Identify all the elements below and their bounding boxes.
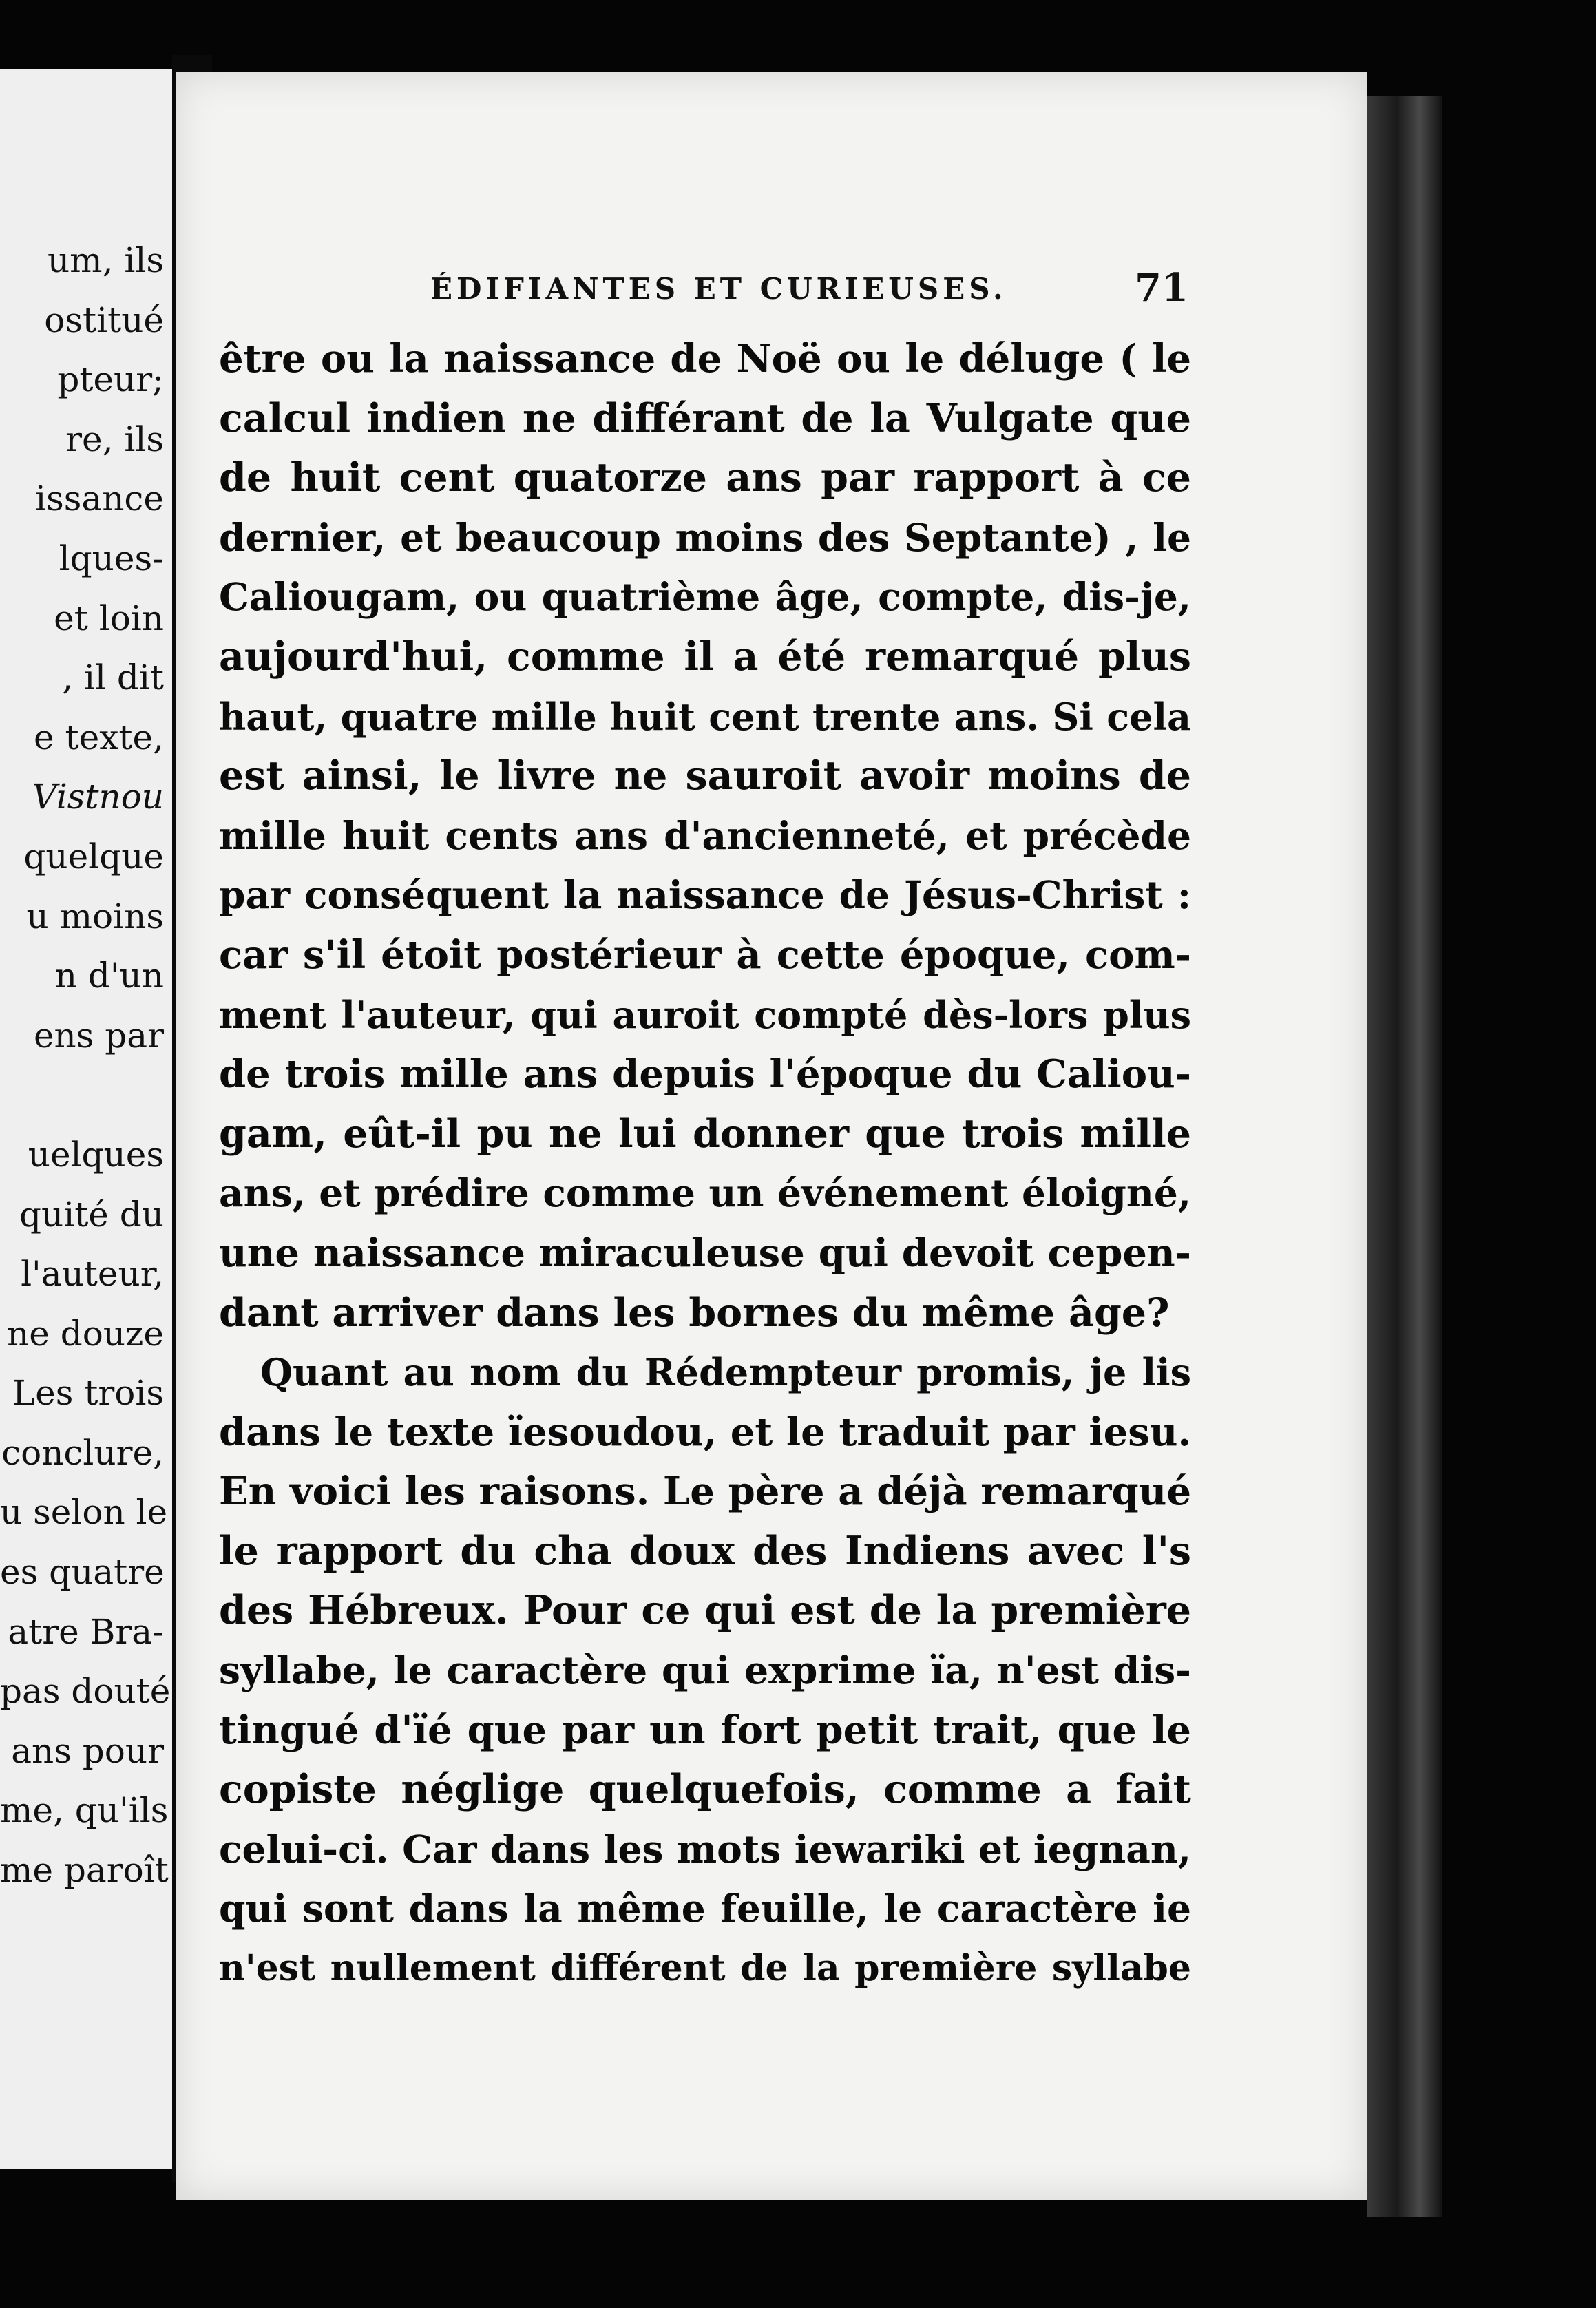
facing-line (0, 1065, 172, 1125)
facing-line: me paroît (0, 1850, 169, 1891)
text-line: dans le texte ïesoudou, et le traduit par iesu. (219, 1409, 1191, 1455)
text-line: tingué d'ïé que par un fort petit trait, que le (219, 1707, 1191, 1753)
facing-line: es quatre (0, 1552, 165, 1593)
body-text (219, 329, 1191, 1999)
facing-line: , il dit (62, 658, 164, 698)
text-line: gam, eût-il pu ne lui donner que trois mille (219, 1110, 1191, 1157)
text-line: qui sont dans la même feuille, le caractère ie (219, 1886, 1191, 1931)
facing-line: conclure, (1, 1432, 164, 1473)
text-line: haut, quatre mille huit cent trente ans. Si cela (219, 694, 1191, 739)
paragraph-end-line: dant arriver dans les bornes du même âge? (219, 1289, 1170, 1336)
text-line: calcul indien ne différant de la Vulgate que (219, 395, 1191, 441)
text-line: ment l'auteur, qui auroit compté dès-lors plus (219, 992, 1191, 1037)
facing-line: uelques (28, 1134, 164, 1175)
facing-line: Vistnou (32, 777, 164, 817)
facing-line: ens par (33, 1015, 164, 1056)
text-line: être ou la naissance de Noë ou le déluge ( le (219, 336, 1191, 381)
facing-line: e texte, (34, 717, 164, 757)
text-line: est ainsi, le livre ne sauroit avoir moins de (219, 753, 1191, 799)
text-line: mille huit cents ans d'ancienneté, et précède (219, 812, 1191, 858)
text-line: copiste néglige quelquefois, comme a fait (219, 1766, 1191, 1813)
text-line: dernier, et beaucoup moins des Septante) , le (219, 514, 1191, 560)
facing-page-fragment (0, 69, 172, 2169)
facing-line: ans pour (11, 1730, 164, 1771)
text-line: le rapport du cha doux des Indiens avec l's (219, 1527, 1191, 1574)
paragraph-start-line: Quant au nom du Rédempteur promis, je lis (260, 1350, 1191, 1395)
facing-line: ostitué (44, 300, 164, 340)
facing-line: l'auteur, (21, 1254, 164, 1294)
facing-line: u selon le (0, 1492, 168, 1533)
text-line: car s'il étoit postérieur à cette époque, com- (219, 932, 1191, 978)
text-line: de huit cent quatorze ans par rapport à ce (219, 454, 1191, 501)
page-number: 71 (1135, 265, 1188, 311)
text-line: ans, et prédire comme un événement éloigné, (219, 1171, 1191, 1216)
facing-line: n d'un (54, 956, 164, 996)
facing-line: quité du (19, 1194, 164, 1235)
facing-line: pteur; (57, 359, 164, 400)
text-line: celui-ci. Car dans les mots iewariki et iegnan, (219, 1826, 1191, 1871)
text-line: En voici les raisons. Le père a déjà remarqué (219, 1469, 1191, 1515)
facing-line: Les trois (12, 1373, 164, 1414)
text-line: par conséquent la naissance de Jésus-Christ : (219, 872, 1191, 918)
running-head: ÉDIFIANTES ET CURIEUSES. (430, 272, 1007, 306)
text-line: n'est nullement différent de la première syllabe (219, 1947, 1191, 1990)
text-line: Caliougam, ou quatrième âge, compte, dis-je, (219, 574, 1191, 620)
text-line: syllabe, le caractère qui exprime ïa, n'est dis- (219, 1648, 1191, 1693)
text-line: aujourd'hui, comme il a été remarqué plus (219, 633, 1191, 680)
facing-line: lques- (59, 538, 164, 578)
facing-line: pas douté (0, 1671, 171, 1712)
text-line: une naissance miraculeuse qui devoit cepen- (219, 1230, 1191, 1276)
facing-line: atre Bra- (8, 1611, 164, 1652)
book-edge (1367, 96, 1442, 2217)
text-line: des Hébreux. Pour ce qui est de la première (219, 1587, 1191, 1634)
facing-page-text (0, 231, 172, 1900)
facing-line: ne douze (7, 1313, 164, 1354)
facing-line: et loin (54, 598, 164, 638)
facing-line: quelque (23, 836, 164, 877)
text-line: de trois mille ans depuis l'époque du Caliou- (219, 1051, 1191, 1098)
facing-line: um, ils (47, 240, 164, 280)
facing-line: issance (35, 479, 164, 519)
facing-line: re, ils (65, 419, 164, 459)
facing-line: u moins (26, 896, 164, 936)
facing-line: me, qu'ils (0, 1790, 169, 1831)
